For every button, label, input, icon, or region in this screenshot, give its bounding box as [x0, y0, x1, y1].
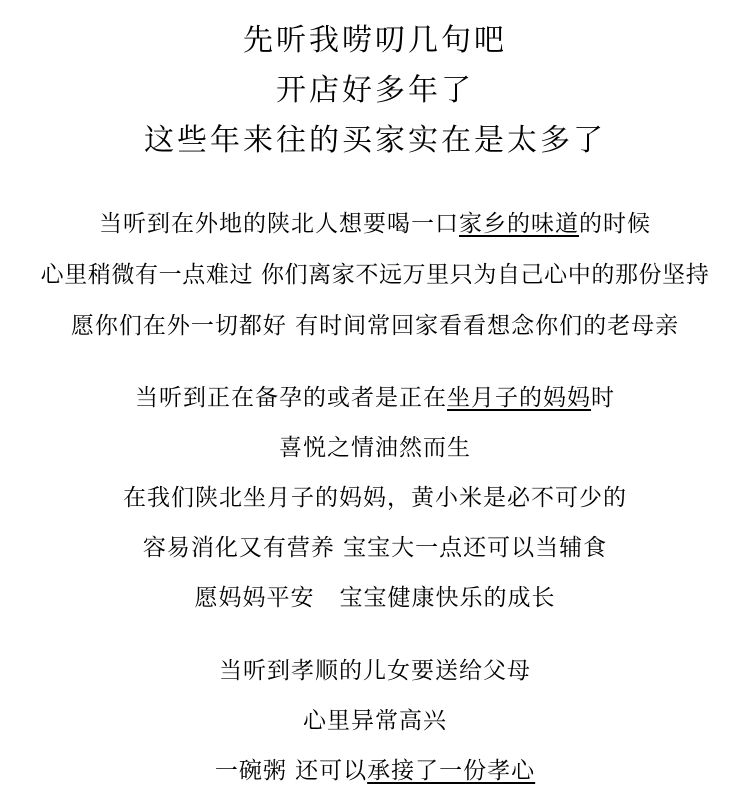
para3-line-3-text-a: 一碗粥 还可以: [214, 758, 368, 784]
intro-line-1: 先听我唠叨几句吧: [243, 23, 507, 58]
para1-line-2: 心里稍微有一点难过 你们离家不远万里只为自己心中的那份坚持: [40, 262, 710, 288]
para3-line-3: [0, 760, 750, 783]
para2-line-1-text-b: 时: [591, 385, 615, 411]
para1-line-1-text-a: 当听到在外地的陕北人想要喝一口: [99, 211, 459, 237]
para1-line-1: [0, 213, 750, 236]
para1-line-3: 愿你们在外一切都好 有时间常回家看看想念你们的老母亲: [70, 313, 680, 339]
para2-line-5: 愿妈妈平安 宝宝健康快乐的成长: [194, 585, 556, 611]
para2-line-4: 容易消化又有营养 宝宝大一点还可以当辅食: [142, 535, 608, 561]
para1-line-1-text-b: 的时候: [579, 211, 651, 237]
para3-line-1: 当听到孝顺的儿女要送给父母: [219, 658, 531, 684]
para2-line-1-underlined: 坐月子的妈妈: [447, 385, 591, 411]
para3-line-2: 心里异常高兴: [303, 708, 447, 734]
para2-line-2: 喜悦之情油然而生: [279, 435, 471, 461]
para2-line-3: 在我们陕北坐月子的妈妈，黄小米是必不可少的: [123, 485, 627, 511]
intro-line-3: 这些年来往的买家实在是太多了: [144, 123, 606, 158]
intro-line-2: 开店好多年了: [276, 73, 474, 108]
para2-line-1: [0, 387, 750, 410]
para2-line-1-text-a: 当听到正在备孕的或者是正在: [135, 385, 447, 411]
para3-line-3-underlined: 承接了一份孝心: [367, 758, 536, 784]
para1-line-1-underlined: 家乡的味道: [459, 211, 579, 237]
